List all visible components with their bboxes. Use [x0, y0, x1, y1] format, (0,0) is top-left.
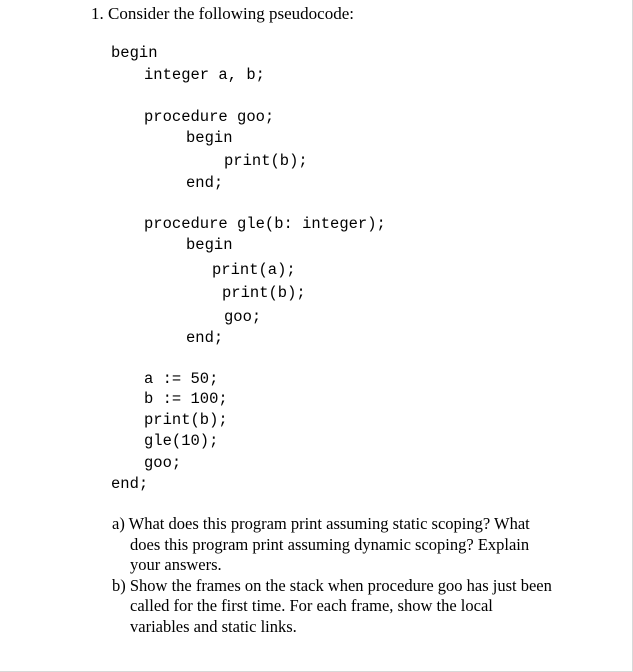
code-line-gle-begin: begin [186, 236, 233, 254]
code-line-assign-b: b := 100; [144, 390, 228, 408]
code-line-assign-a: a := 50; [144, 370, 219, 388]
code-line-begin: begin [111, 44, 158, 62]
code-line-gle-print-a: print(a); [212, 261, 296, 279]
code-line-gle-print-b: print(b); [222, 284, 306, 302]
code-line-goo-begin: begin [186, 129, 233, 147]
code-line-goo-end: end; [186, 174, 224, 192]
code-line-goo-print-b: print(b); [224, 152, 308, 170]
code-line-procedure-gle: procedure gle(b: integer); [144, 215, 386, 233]
code-line-procedure-goo: procedure goo; [144, 108, 275, 126]
code-line-end: end; [111, 475, 149, 493]
code-line-gle-call-goo: goo; [224, 308, 262, 326]
question-title: 1. Consider the following pseudocode: [91, 4, 354, 23]
code-line-main-print-b: print(b); [144, 411, 228, 429]
code-line-gle-end: end; [186, 329, 224, 347]
code-line-main-call-gle: gle(10); [144, 432, 219, 450]
code-line-main-call-goo: goo; [144, 454, 182, 472]
part-a-text: a) What does this program print assuming static scoping? What does this program print assuming dynamic scoping? Explain your answers. [112, 514, 530, 575]
part-b-text: b) Show the frames on the stack when procedure goo has just been called for the first time. For each frame, show the local variables and static links. [112, 575, 552, 636]
code-line-declaration: integer a, b; [144, 66, 265, 84]
answer-parts [112, 514, 552, 638]
